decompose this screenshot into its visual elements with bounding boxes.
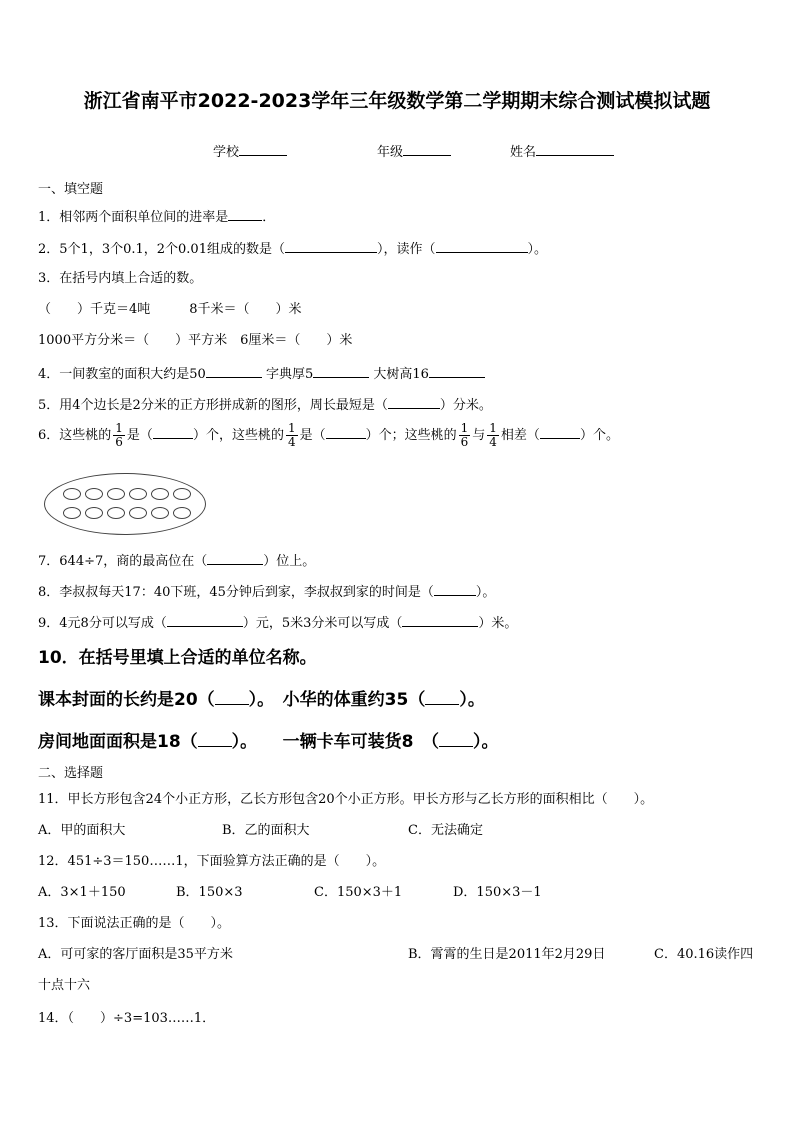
question-text: ）个。 xyxy=(579,428,619,443)
fraction xyxy=(113,422,125,449)
question-13-options xyxy=(0,946,794,964)
question-text: 1．相邻两个面积单位间的进率是 xyxy=(38,210,229,225)
peach-icon xyxy=(173,507,191,519)
question-text: 房间地面面积是18（ xyxy=(38,732,198,752)
numerator: 1 xyxy=(115,421,123,435)
question-8 xyxy=(38,582,495,602)
question-13: 13．下面说法正确的是（ ）。 xyxy=(38,916,231,931)
peach-plate-image xyxy=(44,473,206,535)
peach-icon xyxy=(63,488,81,500)
question-text: ）个，这些桃的 xyxy=(192,428,284,443)
question-text: 5．用4个边长是2分米的正方形拼成新的图形，周长最短是（ xyxy=(38,398,388,413)
question-text: ）位上。 xyxy=(263,554,316,569)
denominator: 6 xyxy=(460,435,469,449)
peach-icon xyxy=(85,488,103,500)
question-10-line-1 xyxy=(38,688,485,712)
school-label: 学校 xyxy=(213,145,240,160)
school-blank[interactable] xyxy=(239,142,287,156)
option-c[interactable]: C．150×3＋1 xyxy=(314,885,403,900)
question-text: 与 xyxy=(472,428,486,443)
question-4 xyxy=(38,364,485,384)
answer-blank[interactable] xyxy=(402,613,478,627)
answer-blank[interactable] xyxy=(540,425,580,439)
option-b[interactable]: B．150×3 xyxy=(176,885,243,900)
question-text: 大树高16 xyxy=(373,367,429,382)
question-1 xyxy=(38,207,275,227)
question-text: 8．李叔叔每天17：40下班，45分钟后到家，李叔叔到家的时间是（ xyxy=(38,585,434,600)
question-12-options xyxy=(0,884,794,902)
fraction xyxy=(286,422,298,449)
name-label: 姓名 xyxy=(510,145,537,160)
school-field xyxy=(213,141,287,160)
answer-blank[interactable] xyxy=(228,207,262,221)
name-blank[interactable] xyxy=(536,142,614,156)
question-text: ）。 xyxy=(475,585,496,600)
denominator: 4 xyxy=(489,435,497,449)
question-text: 课本封面的长约是20（ xyxy=(38,690,215,710)
answer-blank[interactable] xyxy=(206,364,262,378)
peach-icon xyxy=(129,507,147,519)
option-c[interactable]: C．无法确定 xyxy=(408,823,483,838)
peach-icon xyxy=(85,507,103,519)
question-2 xyxy=(38,239,547,259)
answer-blank[interactable] xyxy=(429,364,485,378)
numerator: 1 xyxy=(460,421,469,435)
answer-blank[interactable] xyxy=(215,688,249,705)
question-3-line-1: （ ）千克＝4吨 8千米＝（ ）米 xyxy=(38,302,302,317)
answer-blank[interactable] xyxy=(285,239,377,253)
peach-icon xyxy=(151,507,169,519)
option-b[interactable]: B．乙的面积大 xyxy=(222,823,310,838)
question-3-line-2: 1000平方分米＝（ ）平方米 6厘米＝（ ）米 xyxy=(38,333,353,348)
question-text: ）米。 xyxy=(478,616,518,631)
peach-icon xyxy=(107,488,125,500)
question-text: 9．4元8分可以写成（ xyxy=(38,616,167,631)
question-12: 12．451÷3＝150……1，下面验算方法正确的是（ ）。 xyxy=(38,854,386,869)
denominator: 4 xyxy=(287,435,296,449)
page-title: 浙江省南平市2022-2023学年三年级数学第二学期期末综合测试模拟试题 xyxy=(83,90,711,112)
answer-blank[interactable] xyxy=(388,395,440,409)
question-text: 7．644÷7，商的最高位在（ xyxy=(38,554,208,569)
option-b[interactable]: B．霄霄的生日是2011年2月29日 xyxy=(408,947,606,962)
question-text: 相差（ xyxy=(500,428,540,443)
answer-blank[interactable] xyxy=(153,425,193,439)
answer-blank[interactable] xyxy=(207,551,263,565)
fraction xyxy=(487,422,499,449)
section-heading: 一、填空题 xyxy=(38,182,104,197)
answer-blank[interactable] xyxy=(167,613,243,627)
peach-icon xyxy=(63,507,81,519)
question-text: ）。 xyxy=(473,732,499,752)
answer-blank[interactable] xyxy=(313,364,369,378)
question-text: ）分米。 xyxy=(439,398,492,413)
fraction xyxy=(459,422,471,449)
question-text: ）。 小华的体重约35（ xyxy=(248,690,426,710)
question-10-line-2 xyxy=(38,730,499,754)
grade-blank[interactable] xyxy=(403,142,451,156)
question-14: 14．（ ）÷3=103……1． xyxy=(38,1011,216,1026)
question-9 xyxy=(38,613,517,633)
question-text: 字典厚5 xyxy=(265,367,314,382)
section-heading: 二、选择题 xyxy=(38,766,104,781)
answer-blank[interactable] xyxy=(434,582,476,596)
question-text: ）。 xyxy=(527,242,548,257)
answer-blank[interactable] xyxy=(425,688,459,705)
question-text: ）。 一辆卡车可装货8 （ xyxy=(231,732,439,752)
peach-icon xyxy=(173,488,191,500)
option-a[interactable]: A．3×1＋150 xyxy=(38,885,126,900)
grade-label: 年级 xyxy=(377,145,404,160)
name-field xyxy=(510,141,614,160)
option-a[interactable]: A．可可家的客厅面积是35平方米 xyxy=(38,947,233,962)
question-text: 是（ xyxy=(126,428,153,443)
numerator: 1 xyxy=(287,421,296,435)
denominator: 6 xyxy=(115,435,123,449)
question-text: ）个；这些桃的 xyxy=(365,428,457,443)
question-text: 2．5个1，3个0.1，2个0.01组成的数是（ xyxy=(38,242,285,257)
question-text: ． xyxy=(262,210,276,225)
option-a[interactable]: A．甲的面积大 xyxy=(38,823,126,838)
option-d[interactable]: D．150×3－1 xyxy=(453,885,542,900)
question-11-options xyxy=(0,822,794,840)
peach-icon xyxy=(129,488,147,500)
peach-icon xyxy=(151,488,169,500)
question-text: ），读作（ xyxy=(376,242,436,257)
question-3: 3．在括号内填上合适的数。 xyxy=(38,271,203,286)
question-text: 是（ xyxy=(299,428,326,443)
question-7 xyxy=(38,551,315,571)
question-11: 11．甲长方形包含24个小正方形，乙长方形包含20个小正方形。甲长方形与乙长方形的面积相比（ ）。 xyxy=(38,792,654,807)
question-text: 6．这些桃的 xyxy=(38,428,112,443)
option-c-continued: 十点十六 xyxy=(38,978,91,993)
question-text: ）。 xyxy=(459,690,485,710)
question-10: 10．在括号里填上合适的单位名称。 xyxy=(38,648,317,668)
answer-blank[interactable] xyxy=(439,730,473,747)
question-text: 4．一间教室的面积大约是50 xyxy=(38,367,206,382)
question-6 xyxy=(38,421,619,451)
option-c[interactable]: C．40.16读作四 xyxy=(654,947,754,962)
grade-field xyxy=(377,141,451,160)
question-5 xyxy=(38,395,492,415)
peach-icon xyxy=(107,507,125,519)
answer-blank[interactable] xyxy=(326,425,366,439)
question-text: ）元，5米3分米可以写成（ xyxy=(242,616,403,631)
answer-blank[interactable] xyxy=(436,239,528,253)
numerator: 1 xyxy=(489,421,497,435)
answer-blank[interactable] xyxy=(198,730,232,747)
